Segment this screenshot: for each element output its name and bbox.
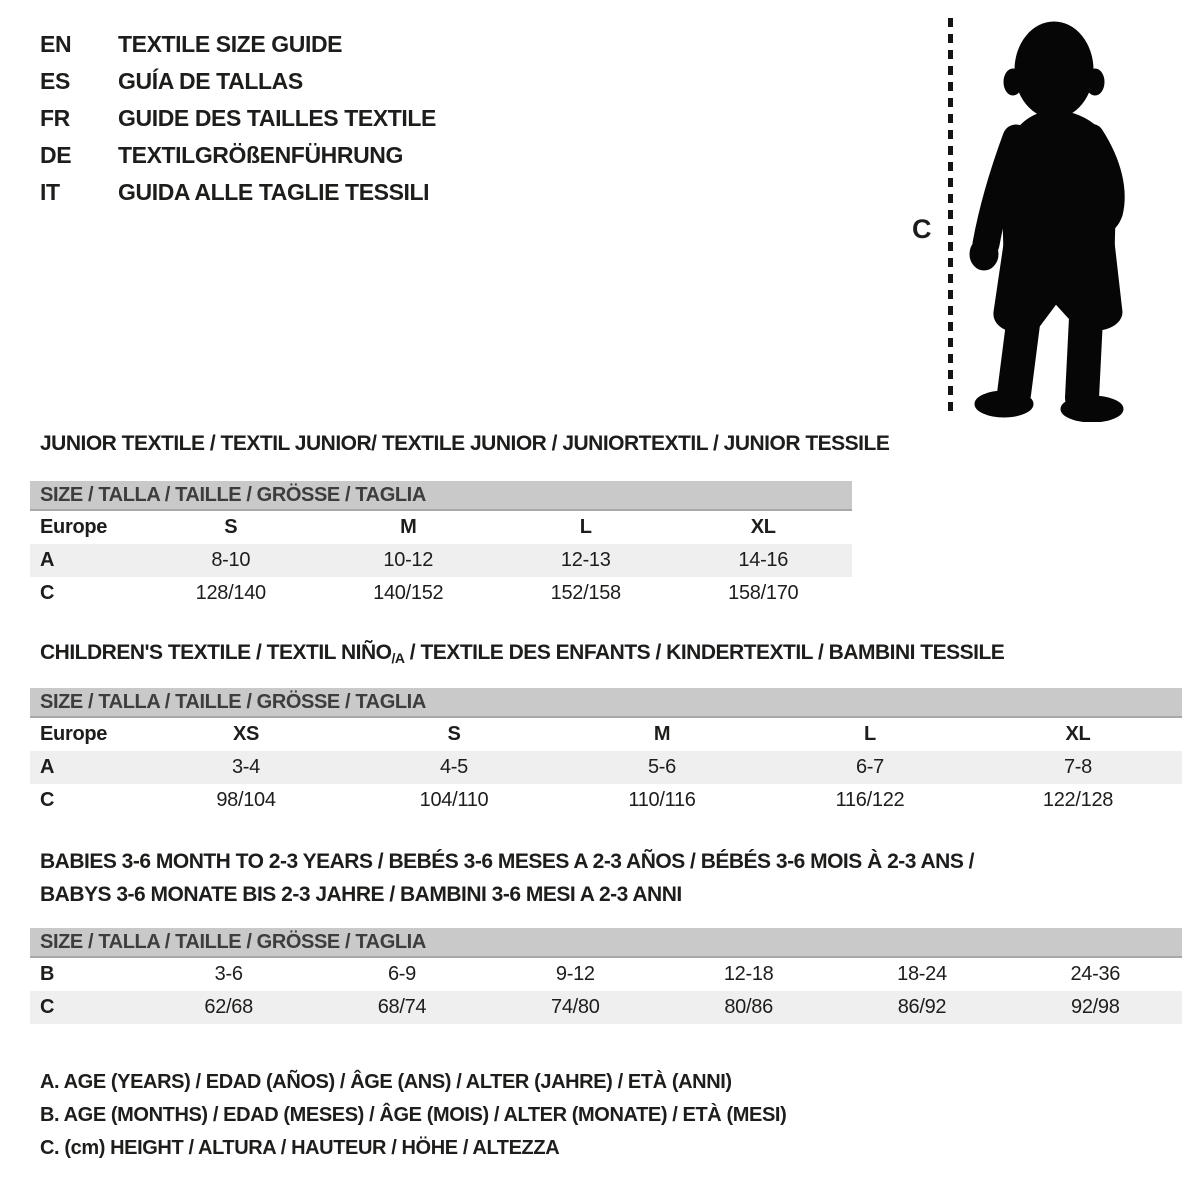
table-cell: 68/74 (377, 996, 427, 1018)
table-row (30, 511, 852, 544)
row-label: C (40, 789, 55, 811)
table-cell: 5-6 (647, 756, 676, 778)
language-list (40, 26, 436, 211)
children-section-title (40, 641, 1004, 666)
size-header-bar: SIZE / TALLA / TAILLE / GRÖSSE / TAGLIA (30, 688, 1182, 718)
table-cell: 4-5 (439, 756, 468, 778)
table-cell: 140/152 (373, 582, 444, 604)
table-cell: 6-9 (387, 963, 416, 985)
table-row (30, 544, 852, 577)
language-code: DE (40, 142, 72, 168)
table-row (30, 577, 852, 610)
table-cell: 8-10 (211, 549, 251, 571)
children-size-table (30, 688, 1182, 817)
row-label: Europe (40, 723, 108, 745)
table-row (30, 958, 1182, 991)
language-title: TEXTILGRÖßENFÜHRUNG (118, 142, 403, 168)
children-table-rows (30, 718, 1182, 817)
table-cell: 74/80 (551, 996, 600, 1018)
table-cell: 6-7 (855, 756, 884, 778)
row-label: C (40, 996, 55, 1018)
toddler-silhouette-icon (964, 16, 1138, 422)
table-cell: 12-13 (560, 549, 611, 571)
table-cell: S (447, 723, 461, 745)
size-header-bar: SIZE / TALLA / TAILLE / GRÖSSE / TAGLIA (30, 928, 1182, 958)
height-measure-dashed-line (948, 18, 953, 416)
table-cell: XL (750, 516, 776, 538)
language-row (40, 174, 436, 211)
table-row (30, 784, 1182, 817)
table-cell: XS (232, 723, 260, 745)
table-row (30, 718, 1182, 751)
table-cell: 110/116 (628, 789, 696, 811)
table-cell: 92/98 (1071, 996, 1120, 1018)
measure-legend (40, 1066, 786, 1165)
table-cell: S (224, 516, 238, 538)
row-label: A (40, 756, 55, 778)
table-cell: 9-12 (555, 963, 595, 985)
row-label: B (40, 963, 55, 985)
children-title-text-rest: / TEXTILE DES ENFANTS / KINDERTEXTIL / BAMBINI TESSILE (404, 641, 1005, 664)
table-cell: 80/86 (724, 996, 773, 1018)
children-title-text: CHILDREN'S TEXTILE / TEXTIL NIÑO (40, 641, 392, 664)
size-header-bar: SIZE / TALLA / TAILLE / GRÖSSE / TAGLIA (30, 481, 852, 511)
table-cell: 122/128 (1042, 789, 1114, 811)
row-label: C (40, 582, 55, 604)
babies-size-table (30, 928, 1182, 1024)
table-cell: 18-24 (897, 963, 947, 985)
language-row (40, 26, 436, 63)
junior-section-title: JUNIOR TEXTILE / TEXTIL JUNIOR/ TEXTILE JUNIOR / JUNIORTEXTIL / JUNIOR TESSILE (40, 432, 890, 455)
language-row (40, 63, 436, 100)
language-row (40, 100, 436, 137)
legend-line: A. AGE (YEARS) / EDAD (AÑOS) / ÂGE (ANS) / ALTER (JAHRE) / ETÀ (ANNI) (40, 1071, 732, 1093)
junior-size-table (30, 481, 852, 610)
legend-line: C. (cm) HEIGHT / ALTURA / HAUTEUR / HÖHE / ALTEZZA (40, 1137, 560, 1159)
table-cell: 116/122 (835, 789, 905, 811)
language-code: ES (40, 68, 70, 94)
table-cell: 7-8 (1063, 756, 1092, 778)
height-measure-label: C (912, 214, 932, 244)
legend-line: B. AGE (MONTHS) / EDAD (MESES) / ÂGE (MOIS) / ALTER (MONATE) / ETÀ (MESI) (40, 1104, 787, 1126)
table-cell: L (579, 516, 592, 538)
language-title: GUIDE DES TAILLES TEXTILE (118, 105, 436, 131)
table-cell: 86/92 (897, 996, 947, 1018)
table-cell: XL (1065, 723, 1091, 745)
table-cell: 3-6 (214, 963, 243, 985)
table-cell: 152/158 (550, 582, 621, 604)
language-code: IT (40, 179, 60, 205)
table-row (30, 751, 1182, 784)
table-cell: 98/104 (216, 789, 276, 811)
table-cell: 104/110 (419, 789, 489, 811)
table-cell: M (400, 516, 417, 538)
babies-section-title (40, 845, 974, 911)
table-cell: 24-36 (1070, 963, 1121, 985)
row-label: A (40, 549, 55, 571)
row-label: Europe (40, 516, 108, 538)
babies-title-line-2: BABYS 3-6 MONATE BIS 2-3 JAHRE / BAMBINI 3-6 MESI A 2-3 ANNI (40, 883, 682, 906)
language-row (40, 137, 436, 174)
table-cell: 12-18 (723, 963, 774, 985)
table-cell: 10-12 (383, 549, 434, 571)
table-cell: L (864, 723, 876, 745)
table-cell: 14-16 (738, 549, 789, 571)
table-row (30, 991, 1182, 1024)
language-title: TEXTILE SIZE GUIDE (118, 31, 343, 57)
table-cell: M (653, 723, 671, 745)
language-code: EN (40, 31, 72, 57)
language-code: FR (40, 105, 70, 131)
language-title: GUÍA DE TALLAS (118, 68, 303, 94)
table-cell: 3-4 (231, 756, 260, 778)
table-cell: 62/68 (204, 996, 253, 1018)
junior-table-rows (30, 511, 852, 610)
table-cell: 158/170 (728, 582, 799, 604)
children-title-subscript: /A (391, 650, 405, 666)
table-cell: 128/140 (195, 582, 266, 604)
language-title: GUIDA ALLE TAGLIE TESSILI (118, 179, 430, 205)
babies-title-line-1: BABIES 3-6 MONTH TO 2-3 YEARS / BEBÉS 3-6 MESES A 2-3 AÑOS / BÉBÉS 3-6 MOIS À 2-3 ANS / (40, 850, 975, 873)
babies-table-rows (30, 958, 1182, 1024)
